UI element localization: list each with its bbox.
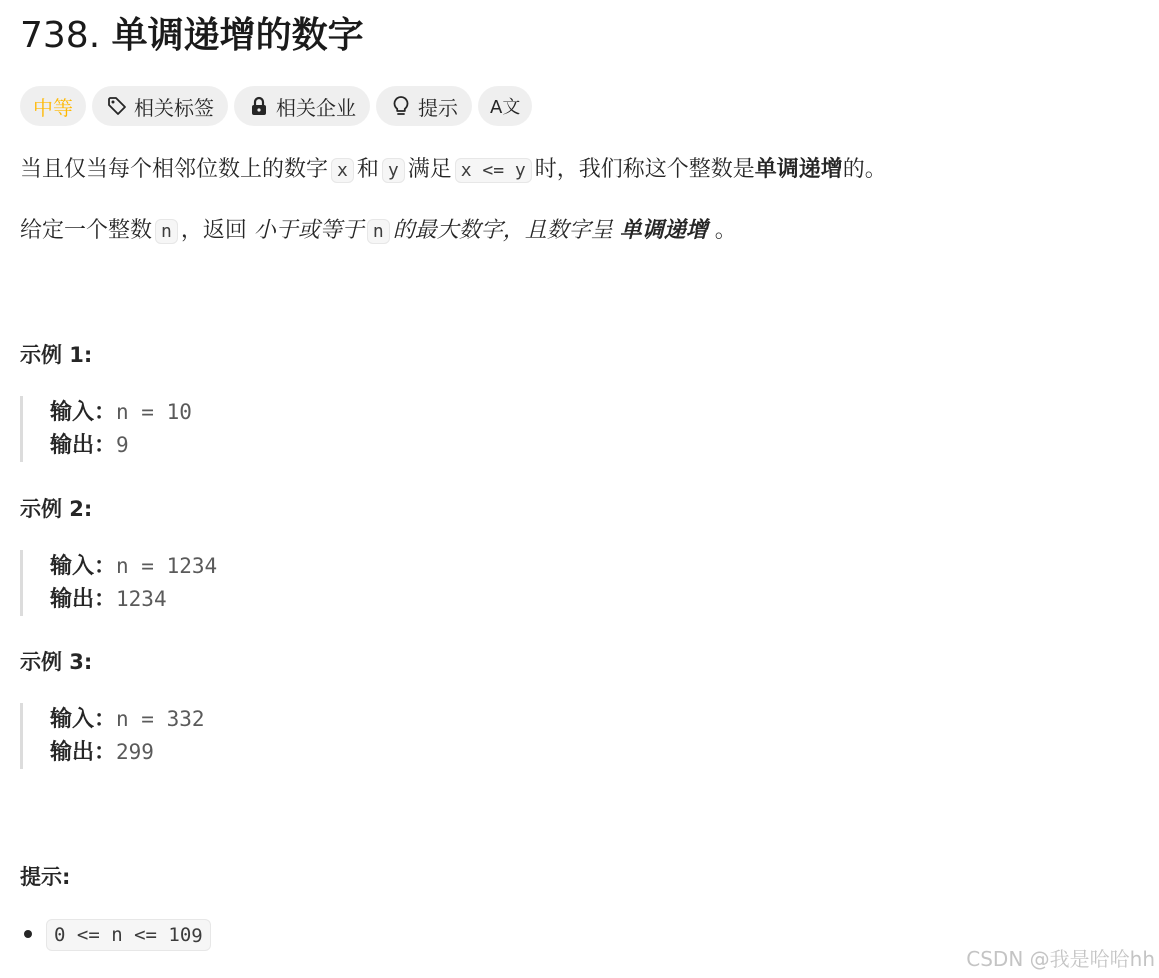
watermark: CSDN @我是哈哈hh [966,947,1155,971]
input-value: n = 1234 [116,554,218,578]
text-segment: 满足 [407,157,452,182]
example-input-line [50,550,217,583]
tag-bar [20,86,532,126]
bold-italic-term: 单调递增 [619,218,708,243]
example-1-title: 示例 1: [20,343,93,367]
tag-icon [106,95,128,117]
inline-code-y: y [382,158,405,183]
problem-name: 单调递增的数字 [111,15,364,56]
example-3-block [20,703,205,769]
text-segment: 当且仅当每个相邻位数上的数字 [20,157,329,182]
related-companies-button[interactable] [234,86,370,126]
example-output-line [50,736,205,769]
bold-term: 单调递增 [754,157,843,182]
statement-paragraph-2 [20,215,737,248]
text-segment: 的。 [842,157,887,182]
inline-code-condition: x <= y [455,158,532,183]
text-segment: 时，我们称这个整数是 [534,157,755,182]
italic-text: 的最大数字，且数字呈 [392,218,613,243]
statement-paragraph-1 [20,154,887,187]
example-3-title: 示例 3: [20,650,93,674]
text-segment: 。 [714,218,737,243]
problem-title [20,12,364,60]
example-1-block [20,396,192,462]
hint-button[interactable] [376,86,472,126]
output-value: 299 [116,740,154,764]
translate-icon: A文 [490,97,521,118]
example-input-line [50,703,205,736]
constraints-title: 提示: [20,865,71,889]
constraint-code: 0 <= n <= 10 $^9$ [46,919,211,951]
related-companies-label: 相关企业 [276,95,356,120]
inline-code-n: n [155,219,178,244]
bullet-point [24,930,32,938]
difficulty-label: 中等 [33,95,73,120]
output-label: 输出： [50,433,117,458]
output-label: 输出： [50,587,117,612]
related-tags-label: 相关标签 [134,95,214,120]
italic-text: 小于或等于 [253,218,364,243]
text-segment: 和 [356,157,379,182]
difficulty-badge[interactable] [20,86,86,126]
hint-label: 提示 [418,95,458,120]
related-tags-button[interactable] [92,86,228,126]
example-2-block [20,550,217,616]
input-label: 输入： [50,400,117,425]
text-segment: 给定一个整数 [20,218,153,243]
input-value: n = 332 [116,707,205,731]
lightbulb-icon [390,95,412,117]
inline-code-n-italic: n [367,219,390,244]
problem-number: 738. [20,15,101,56]
output-label: 输出： [50,740,117,765]
lock-icon [248,95,270,117]
translate-button[interactable] [478,86,532,126]
example-input-line [50,396,192,429]
inline-code-x: x [331,158,354,183]
input-label: 输入： [50,554,117,579]
example-output-line [50,429,192,462]
output-value: 1234 [116,587,167,611]
input-label: 输入： [50,707,117,732]
text-segment: ，返回 [180,218,247,243]
example-2-title: 示例 2: [20,497,93,521]
example-output-line [50,583,217,616]
output-value: 9 [116,433,129,457]
input-value: n = 10 [116,400,192,424]
constraint-text: 0 <= n <= 10 [54,924,192,946]
